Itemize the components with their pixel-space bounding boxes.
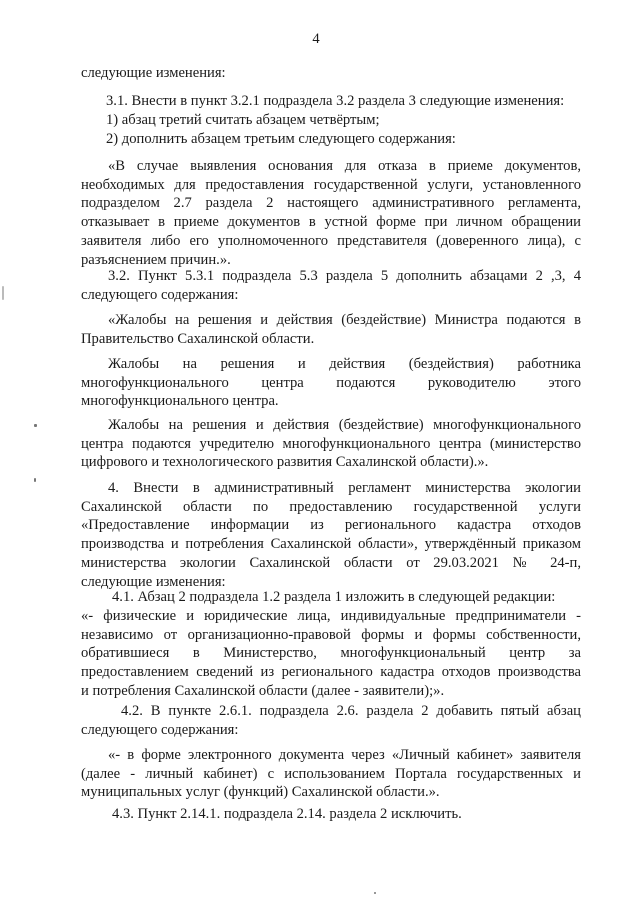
scan-speck <box>34 478 36 482</box>
text-line: заявителя либо его уполномоченного представителя (доверенного лица), с <box>81 232 581 249</box>
text-line: Жалобы на решения и действия (бездействия) работника <box>108 356 581 372</box>
text-line: 4.3. Пункт 2.14.1. подраздела 2.14. раздела 2 исключить. <box>112 806 462 822</box>
text-line: следующего содержания: <box>81 286 239 303</box>
paragraph-3-2 <box>81 267 581 304</box>
text-line: разъяснением причин.». <box>81 251 231 268</box>
text-line: (далее - личный кабинет) с использованием Портала государственных и <box>81 765 581 782</box>
text-line: цифрового и технологического развития Сахалинской области).». <box>81 454 489 471</box>
paragraph-refusal-quote <box>81 157 581 269</box>
text-line: отказывает в приеме документов в устной форме при личном обращении <box>81 214 581 231</box>
paragraph-4-2 <box>81 702 581 739</box>
text-line: Жалобы на решения и действия (бездействие) многофункционального <box>108 417 581 433</box>
paragraph-4-3 <box>112 805 592 824</box>
scan-speck <box>2 286 4 300</box>
text-line: необходимых для предоставления государственной услуги, установленного <box>81 176 581 193</box>
paragraph-amendments-list <box>106 111 586 148</box>
text-line: министерства экологии Сахалинской области от 29.03.2021 № 24-п, <box>81 554 581 571</box>
text-line: «- в форме электронного документа через «Личный кабинет» заявителя <box>108 747 581 763</box>
text-line: Правительство Сахалинской области. <box>81 330 315 347</box>
paragraph-4-1 <box>112 588 592 607</box>
text-line: муниципальных услуг (функций) Сахалинской области.». <box>81 784 440 801</box>
paragraph-4 <box>81 479 581 591</box>
text-line: «В случае выявления основания для отказа в приеме документов, <box>108 158 581 174</box>
text-line: 3.2. Пункт 5.3.1 подраздела 5.3 раздела 5 дополнить абзацами 2 ,3, 4 <box>108 268 581 284</box>
text-line: предоставлением сведений из регионального кадастра отходов производства <box>81 664 581 681</box>
text-line: «Жалобы на решения и действия (бездействие) Министра подаются в <box>108 312 581 328</box>
text-line: 4.2. В пункте 2.6.1. подраздела 2.6. раздела 2 добавить пятый абзац <box>121 703 581 719</box>
paragraph-3-1 <box>106 92 596 111</box>
text-line: независимо от организационно-правовой формы и формы собственности, <box>81 626 581 643</box>
text-line: и потребления Сахалинской области (далее - заявители);». <box>81 682 445 699</box>
text-line: многофункционального центра. <box>81 393 279 410</box>
text-line: 1) абзац третий считать абзацем четвёртым; <box>106 112 380 128</box>
text-line: центра подаются учредителю многофункционального центра (министерство <box>81 435 581 452</box>
text-line: 4. Внести в административный регламент министерства экологии <box>108 480 581 496</box>
page-number: 4 <box>312 31 320 47</box>
text-line: многофункционального центра подаются руководителю этого <box>81 374 581 391</box>
paragraph-intro <box>81 64 581 83</box>
paragraph-complaints-minister <box>81 311 581 348</box>
text-line: обратившиеся в Министерство, многофункциональный центр за <box>81 645 581 662</box>
paragraph-personal-cabinet-quote <box>81 746 581 802</box>
text-line: «- физические и юридические лица, индивидуальные предприниматели - <box>81 608 581 624</box>
text-line: 3.1. Внести в пункт 3.2.1 подраздела 3.2 раздела 3 следующие изменения: <box>106 93 565 109</box>
paragraph-complaints-mfc-worker <box>81 355 581 411</box>
text-line: Сахалинской области по предоставлению государственной услуги <box>81 498 581 515</box>
text-line: следующие изменения: <box>81 573 226 590</box>
text-line: 4.1. Абзац 2 подраздела 1.2 раздела 1 изложить в следующей редакции: <box>112 589 556 605</box>
text-line: производства и потребления Сахалинской области», утверждённый приказом <box>81 536 581 553</box>
text-line: следующего содержания: <box>81 721 239 738</box>
scan-speck <box>34 424 37 427</box>
scan-speck <box>374 892 376 894</box>
text-line: следующие изменения: <box>81 65 226 81</box>
text-line: 2) дополнить абзацем третьим следующего содержания: <box>106 130 456 147</box>
text-line: подразделом 2.7 раздела 2 настоящего административного регламента, <box>81 195 581 212</box>
text-line: «Предоставление информации из регионального кадастра отходов <box>81 517 581 534</box>
paragraph-complaints-mfc <box>81 416 581 472</box>
paragraph-applicants-quote <box>81 607 581 701</box>
